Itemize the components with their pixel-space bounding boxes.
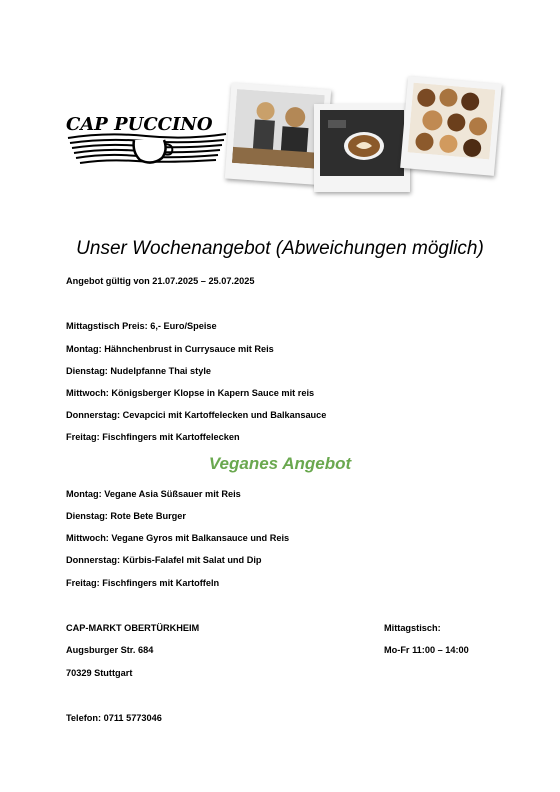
- menu-item: Freitag: Fischfingers mit Kartoffelecken: [66, 432, 240, 442]
- menu-item: Montag: Hähnchenbrust in Currysauce mit Reis: [66, 344, 274, 354]
- vegan-menu-item: Donnerstag: Kürbis-Falafel mit Salat und Dip: [66, 555, 262, 565]
- vegan-menu-item: Montag: Vegane Asia Süßsauer mit Reis: [66, 489, 241, 499]
- validity-text: Angebot gültig von 21.07.2025 – 25.07.2025: [66, 276, 255, 286]
- svg-text:CAP PUCCINO: CAP PUCCINO: [66, 114, 213, 135]
- menu-item: Mittwoch: Königsberger Klopse in Kapern Sauce mit reis: [66, 388, 315, 398]
- store-city: 70329 Stuttgart: [66, 668, 133, 678]
- cap-puccino-logo: [66, 110, 231, 168]
- menu-item: Donnerstag: Cevapcici mit Kartoffelecken und Balkansauce: [66, 410, 327, 420]
- lunch-hours-label: Mittagstisch:: [384, 623, 441, 633]
- vegan-menu-item: Mittwoch: Vegane Gyros mit Balkansauce und Reis: [66, 533, 290, 543]
- lunch-price: Mittagstisch Preis: 6,- Euro/Speise: [66, 321, 217, 331]
- latte-art-photo: [314, 104, 410, 192]
- vegan-menu-item: Dienstag: Rote Bete Burger: [66, 511, 186, 521]
- menu-item: Dienstag: Nudelpfanne Thai style: [66, 366, 211, 376]
- store-phone: Telefon: 0711 5773046: [66, 713, 162, 723]
- page-title: Unser Wochenangebot (Abweichungen möglich): [76, 238, 484, 259]
- vegan-menu-item: Freitag: Fischfingers mit Kartoffeln: [66, 578, 220, 588]
- coffee-cups-photo: [400, 76, 502, 176]
- vegan-heading: Veganes Angebot: [208, 454, 352, 473]
- store-street: Augsburger Str. 684: [66, 645, 154, 655]
- lunch-hours: Mo-Fr 11:00 – 14:00: [384, 645, 469, 655]
- store-name: CAP-MARKT OBERTÜRKHEIM: [66, 623, 200, 633]
